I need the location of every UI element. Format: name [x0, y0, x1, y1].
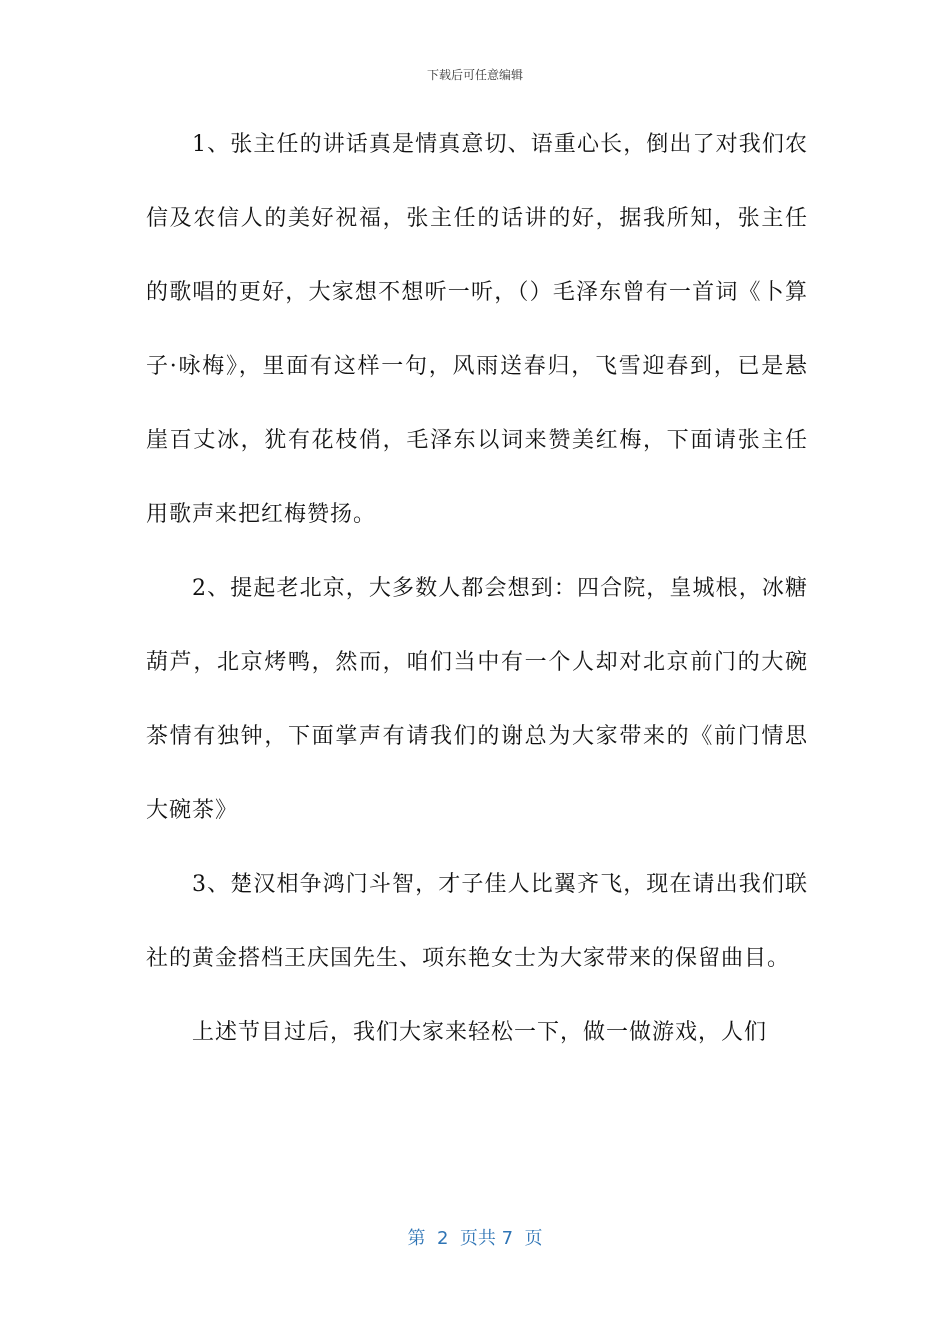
document-body: [146, 108, 808, 1070]
paragraph-3: 3、楚汉相争鸿门斗智，才子佳人比翼齐飞，现在请出我们联社的黄金搭档王庆国先生、项东艳女士为大家带来的保留曲目。: [146, 872, 808, 971]
paragraph-4: 上述节目过后，我们大家来轻松一下，做一做游戏，人们: [192, 1020, 768, 1045]
page-footer: 第 2 页共 7 页: [407, 1228, 543, 1249]
page-header: 下载后可任意编辑: [426, 68, 523, 82]
paragraph-1: 1、张主任的讲话真是情真意切、语重心长，倒出了对我们农信及农信人的美好祝福，张主任的话讲的好，据我所知，张主任的歌唱的更好，大家想不想听一听，（）毛泽东曾有一首词《卜算子·咏梅》，里面有这样一句，风雨送春归，飞雪迎春到，已是悬崖百丈冰，犹有花枝俏，毛泽东以词来赞美红梅，下面请张主任用歌声来把红梅赞扬。: [146, 132, 808, 527]
paragraph-2: 2、提起老北京，大多数人都会想到：四合院，皇城根，冰糖葫芦，北京烤鸭，然而，咱们当中有一个人却对北京前门的大碗茶情有独钟，下面掌声有请我们的谢总为大家带来的《前门情思大碗茶》: [146, 576, 808, 823]
